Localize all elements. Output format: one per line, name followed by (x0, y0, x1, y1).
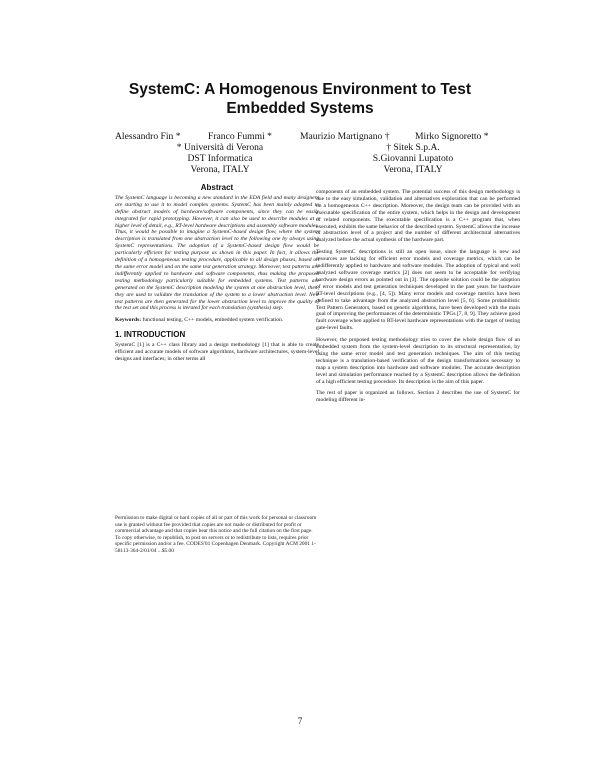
affiliation-line: * Università di Verona (176, 142, 264, 153)
affiliation-sitek (348, 142, 478, 175)
keywords-label: Keywords: (115, 317, 142, 324)
intro-heading: 1. INTRODUCTION (115, 330, 186, 340)
left-column (115, 185, 319, 368)
right-paragraph-1: components of an embedded system. The potential success of this design methodology is due to the easy simulation, validation and alternatives exploration that can be performed on a homogeneous C++ description. Moreover, the design team can be provided with an executable specification of the entire system, which helps in the design and development of related components. The executable specification is a C++ program that, when executed, exhibits the same behavior of the described system. SystemC allows the increase of abstraction level of a project and the number of different architectural alternatives analyzed before the actual synthesis of the hardware part. (316, 189, 520, 244)
page-number: 7 (297, 716, 303, 726)
abstract-heading: Abstract (200, 183, 234, 192)
author-block (0, 131, 600, 181)
affiliation-line: DST Informatica (187, 153, 253, 164)
right-column (316, 189, 520, 409)
author-name: Alessandro Fin * (115, 131, 181, 142)
author-name: Mirko Signoretto * (415, 131, 489, 142)
title-line-2: Embedded Systems (226, 100, 374, 117)
right-paragraph-3: However, the proposed testing methodology tries to cover the whole design flow of an embedded system from the system-level description to its structural representation, by using the same error model and test generation techniques. The aim of this testing technique is a translation-based verification of the design transformations necessary to map a system description into hardware and software modules. The accurate description level and simulation performance reached by a SystemC description allows the definition of a high efficient testing procedure. Its description is the aim of this paper. (316, 337, 520, 385)
author-name: Franco Fummi * (208, 131, 272, 142)
author-name: Maurizio Martignano † (300, 131, 390, 142)
affiliation-line: Verona, ITALY (383, 164, 443, 175)
intro-paragraph: SystemC [1] is a C++ class library and a design methodology [1] that is able to create efficient and accurate models of software algorithms, hardware architectures, system-level designs and interfaces; in other terms all (115, 342, 319, 362)
right-paragraph-2: Testing SystemC descriptions is still an open issue, since the language is new and resources are lacking for efficient error models and coverage metrics, which can be indifferently applied to hardware and software modules. The adoption of typical and well analyzed software coverage metrics [2] does not seem to be acceptable for verifying hardware design errors as pointed out in [3]. The opposite solution could be the adoption of error models and test generation techniques developed in the past years for hardware RT-level descriptions (e.g., [4, 5]). Many error models and coverage metrics have been defined to take advantage from the analyzed abstraction level [5, 6]. Some probabilistic Test Pattern Generators, based on genetic algorithms, have been developed with the main goal of improving the performances of the deterministic TPGs [7, 8, 9]. They achieve good fault coverage when applied to RT-level hardware representations with the target of testing gate-level faults. (316, 249, 520, 332)
title-line-1: SystemC: A Homogenous Environment to Test (128, 81, 472, 98)
keywords-text: functional testing, C++ models, embedded system verification. (142, 317, 284, 324)
affiliation-line: † Sitek S.p.A. (386, 142, 440, 153)
right-paragraph-4: The rest of paper is organized as follows. Section 2 describes the use of SystemC for modeling different in- (316, 390, 520, 404)
affiliation-line: S.Giovanni Lupatoto (372, 153, 454, 164)
paper-title (60, 80, 540, 118)
keywords (115, 317, 319, 324)
affiliation-verona (160, 142, 280, 175)
abstract-text: The SystemC language is becoming a new standard in the EDA field and many designers are starting to use it to model complex systems. SystemC has been mainly adopted to define abstract models of hardware/software components, since they can be easily integrated for rapid prototyping. However, it can also be used to describe modules at a higher level of detail, e.g., RT-level hardware descriptions and assembly software modules. Thus, it would be possible to imagine a SystemC-based design flow, where the system description is translated from one abstraction level to the following one by always using SystemC representations. The adoption of a SystemC-based design flow would be particularly efficient for testing purpose as shown in this paper. In fact, it allows the definition of a homogeneous testing procedure, applicable to all design phases, based on the same error model and on the same test generation strategy. Moreover, test patterns are indifferently applied to hardware and software components, thus making the proposed testing methodology particularly suitable for embedded systems. Test patterns are generated on the SystemC description modeling the system at one abstraction level, then, they are used to validate the translation of the system to a lower abstraction level. New test patterns are then generated for the lower abstraction level to improve the quality of the test set and this process is iterated for each translation (synthesis) step. (115, 194, 319, 312)
affiliation-line: Verona, ITALY (190, 164, 250, 175)
copyright-footnote: Permission to make digital or hard copies of all or part of this work for personal or classroom use is granted without fee provided that copies are not made or distributed for profit or commercial advantage and that copies bear this notice and the full citation on the first page. To copy otherwise, to republish, to post on servers or to redistribute to lists, requires prior specific permission and/or a fee. CODES'01 Copenhagen Denmark. Copyright ACM 2001 1-58113-364-2/01/04 ...$5.00 (115, 515, 317, 554)
